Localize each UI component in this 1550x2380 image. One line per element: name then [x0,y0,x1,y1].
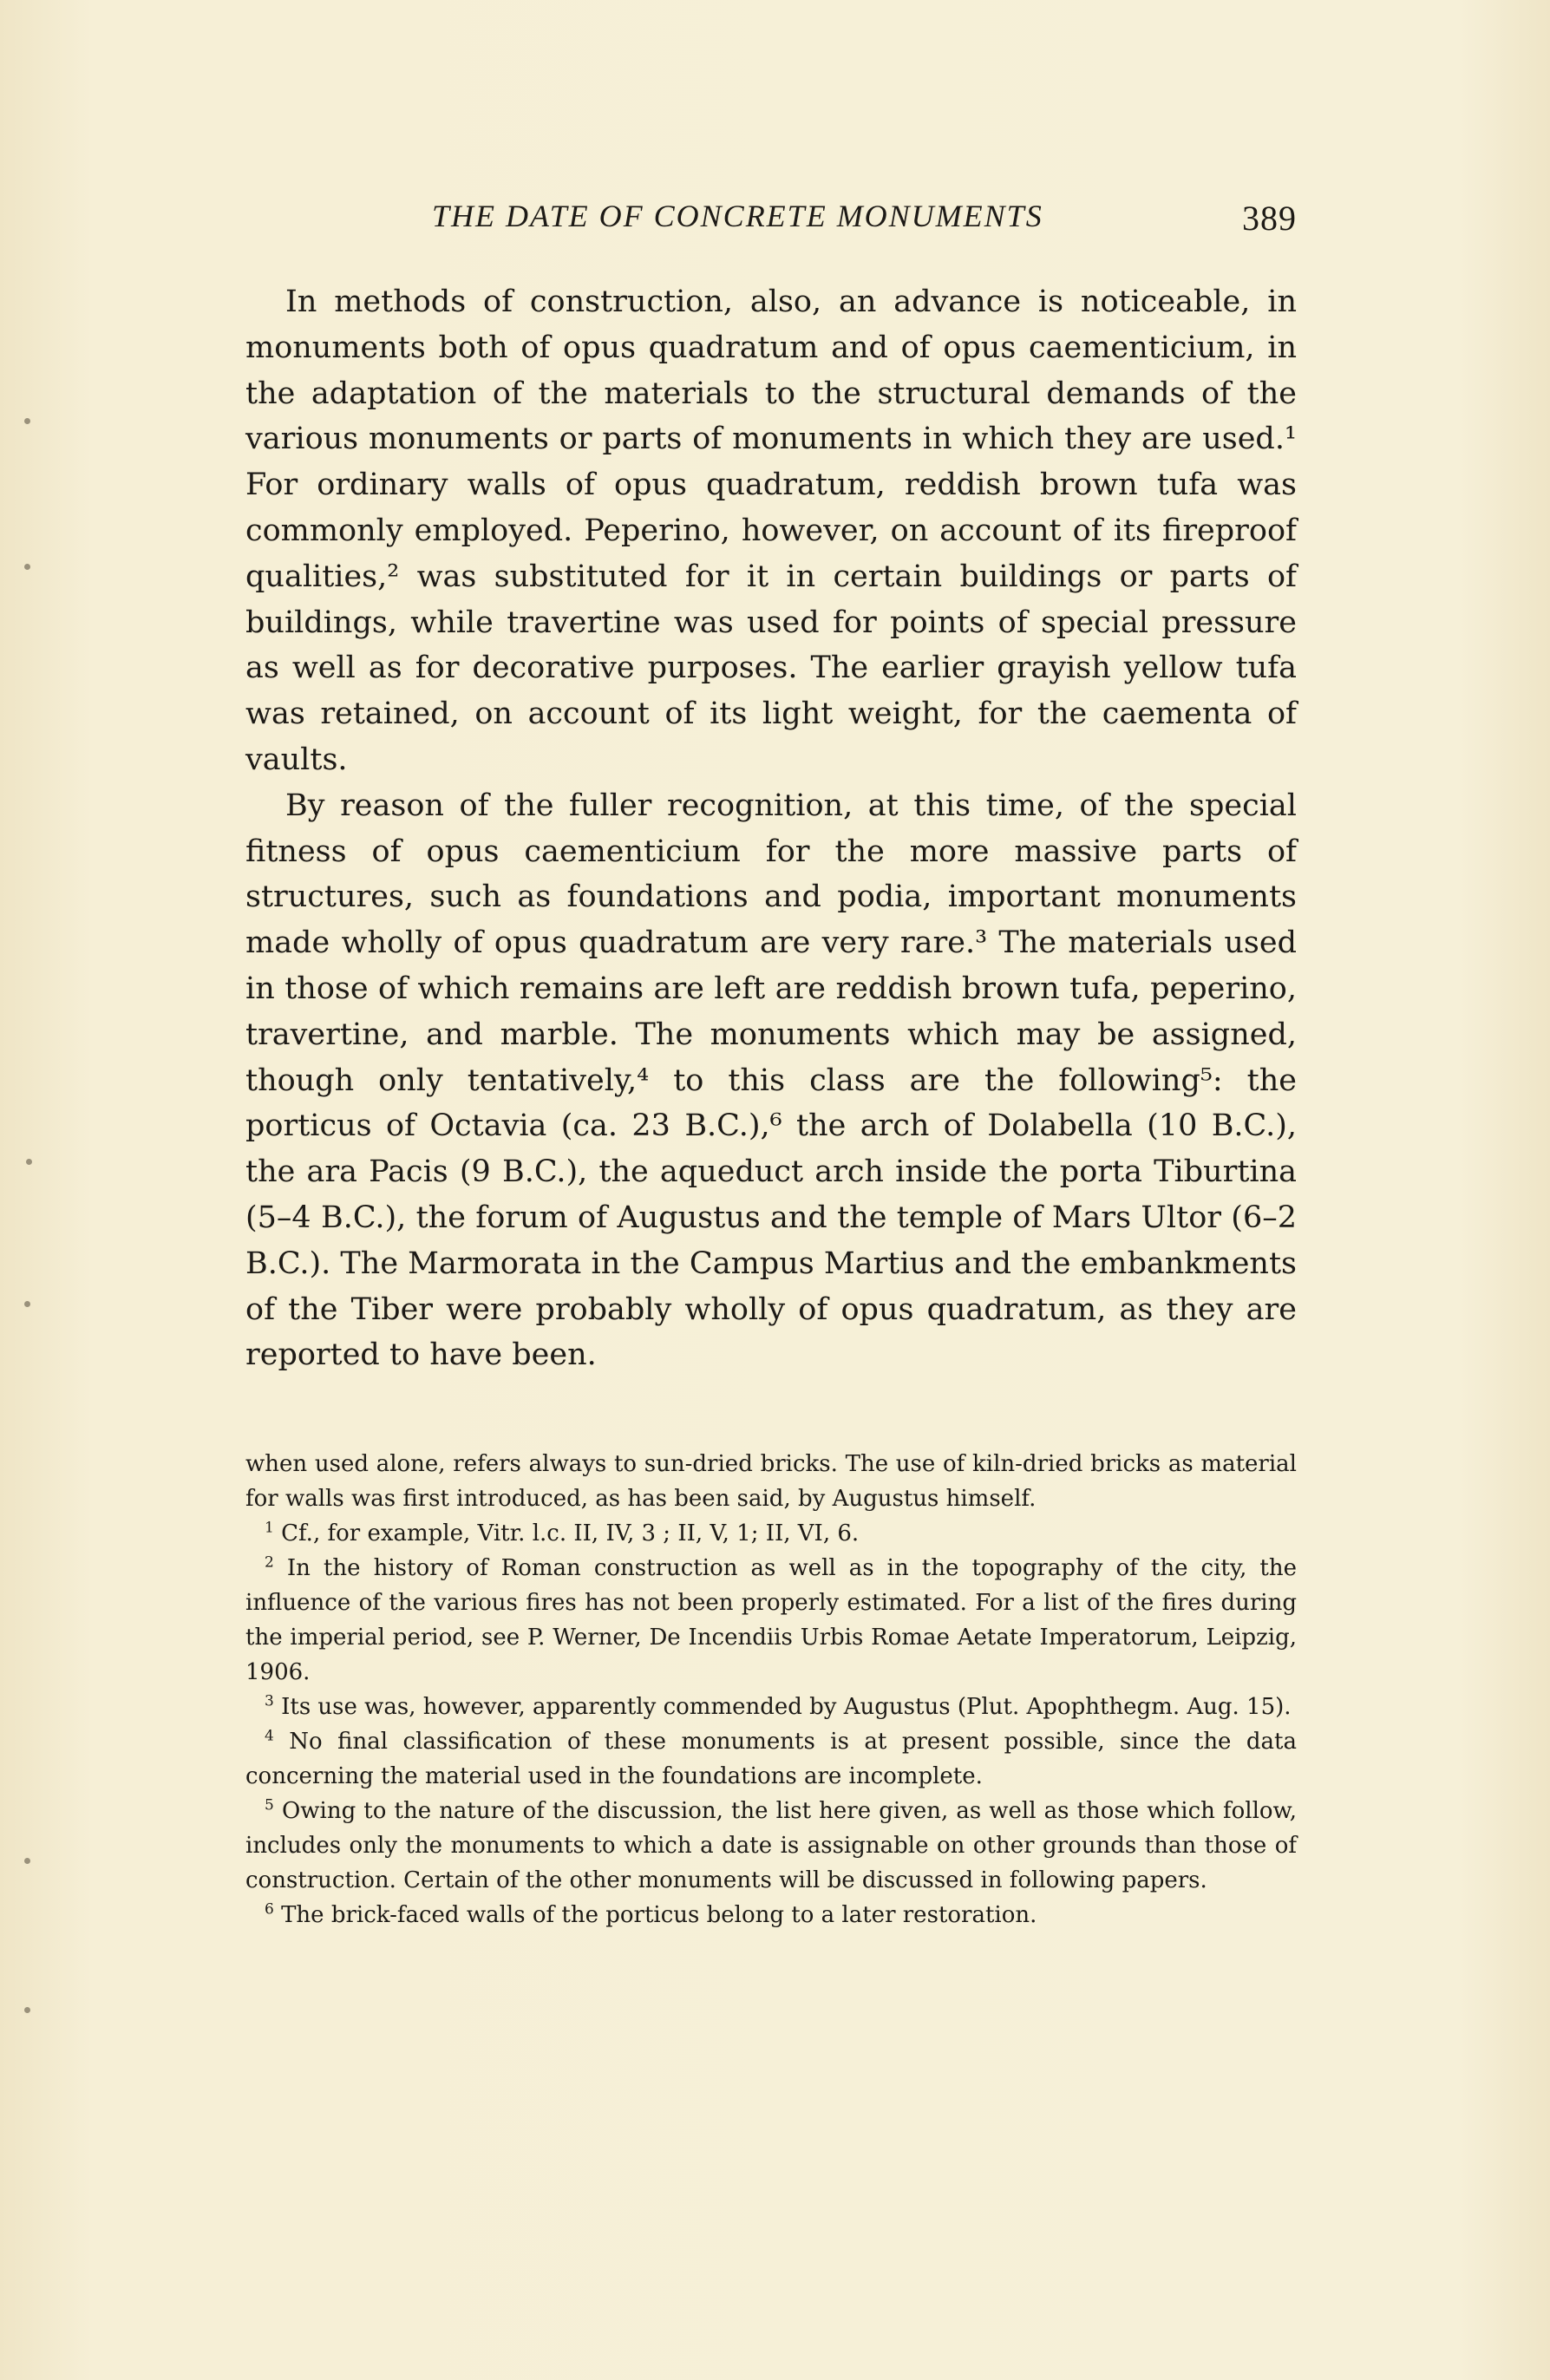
footnote-3 [245,1690,1297,1724]
footnote-label-6: 6 [265,1900,274,1919]
margin-mark [26,1159,32,1165]
margin-mark [24,2007,30,2013]
margin-mark [24,1301,30,1307]
footnote-text-6: The brick-faced walls of the porticus belong to a later restoration. [281,1902,1037,1928]
page-header [245,198,1297,243]
footnote-text-1: Cf., for example, Vitr. l.c. II, IV, 3 ; II, V, 1; II, VI, 6. [281,1520,860,1546]
footnote-text-5: Owing to the nature of the discussion, the list here given, as well as those which follow, includes only the monuments to which a date is assignable on other grounds than those of construction. Certain of the other monuments will be discussed in following papers. [245,1798,1297,1893]
footnote-label-1: 1 [265,1519,274,1537]
footnote-label-4: 4 [265,1727,274,1745]
footnote-text-2: In the history of Roman construction as well as in the topography of the city, the influence of the various fires has not been properly estimated. For a list of the fires during the imperial period, see P. Werner, De Incendiis Urbis Romae Aetate Imperatorum, Leipzig, 1906. [245,1555,1297,1685]
margin-mark [24,564,30,570]
margin-mark [24,418,30,424]
footnotes [245,1447,1297,1932]
body-paragraph-1: In methods of construction, also, an advance is noticeable, in monuments both of opus quadratum and of opus caementicium, in the adaptation of the materials to the structural demands of the various monuments or parts of monuments in which they are used.¹ For ordinary walls of opus quadratum, reddish brown tufa was commonly employed. Peperino, however, on account of its fireproof qualities,² was substituted for it in certain buildings or parts of buildings, while travertine was used for points of special pressure as well as for decorative purposes. The earlier grayish yellow tufa was retained, on account of its light weight, for the caementa of vaults. [245,284,1297,777]
footnote-5 [245,1794,1297,1898]
footnote-text-4: No final classification of these monuments is at present possible, since the data concerning the material used in the foundations are incomplete. [245,1729,1298,1789]
body-paragraph-2: By reason of the fuller recognition, at this time, of the special fitness of opus caementicium for the more massive parts of structures, such as foundations and podia, important monuments made wholly of opus quadratum are very rare.³ The materials used in those of which remains are left are reddish brown tufa, peperino, travertine, and marble. The monuments which may be assigned, though only tentatively,⁴ to this class are the following⁵: the porticus of Octavia (ca. 23 B.C.),⁶ the arch of Dolabella (10 B.C.), the ara Pacis (9 B.C.), the aqueduct arch inside the porta Tiburtina (5–4 B.C.), the forum of Augustus and the temple of Mars Ultor (6–2 B.C.). The Marmorata in the Campus Martius and the embankments of the Tiber were probably wholly of opus quadratum, as they are reported to have been. [245,788,1297,1373]
body-text [245,279,1297,1378]
footnote-label-2: 2 [265,1553,274,1572]
footnote-2 [245,1551,1297,1690]
footnote-4 [245,1724,1297,1794]
footnote-label-3: 3 [265,1692,274,1710]
footnote-6 [245,1898,1297,1932]
page-number: 389 [1242,199,1297,238]
running-head: THE DATE OF CONCRETE MONUMENTS [432,199,1043,233]
footnote-1 [245,1516,1297,1551]
footnote-text-3: Its use was, however, apparently commended by Augustus (Plut. Apophthegm. Aug. 15). [281,1694,1292,1720]
margin-mark [24,1858,30,1864]
footnote-label-5: 5 [265,1796,274,1814]
footnote-continuation: when used alone, refers always to sun-dried bricks. The use of kiln-dried bricks as material for walls was first introduced, as has been said, by Augustus himself. [245,1451,1297,1512]
